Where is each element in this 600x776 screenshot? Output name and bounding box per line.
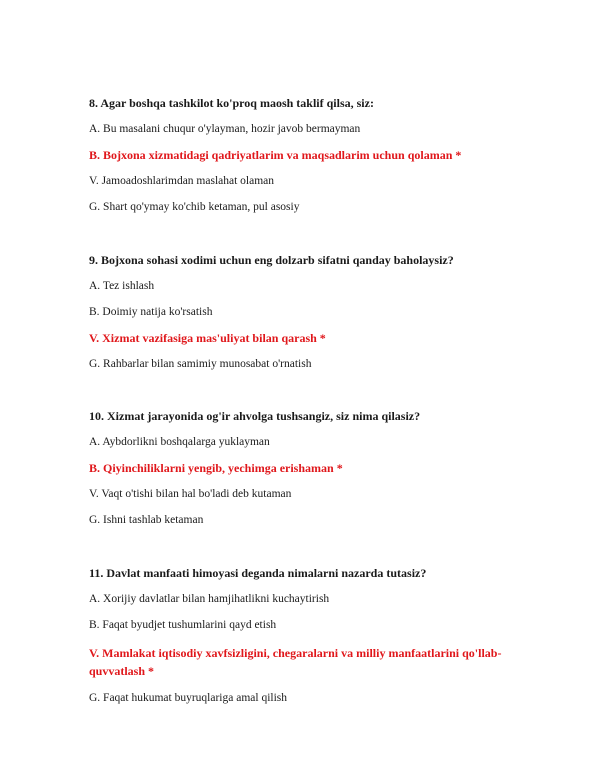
answer-option-g: G. Rahbarlar bilan samimiy munosabat o'rnatish — [89, 358, 312, 370]
answer-option-g: G. Faqat hukumat buyruqlariga amal qilish — [89, 692, 288, 704]
answer-option-v-correct: V. Xizmat vazifasiga mas'uliyat bilan qarash * — [89, 331, 326, 345]
answer-option-v-correct: V. Mamlakat iqtisodiy xavfsizligini, chegaralarni va milliy manfaatlarini qo'llab-quvvatlash * — [89, 646, 502, 678]
question-title: 11. Davlat manfaati himoyasi deganda nimalarni nazarda tutasiz? — [89, 566, 427, 580]
answer-option-v: V. Vaqt o'tishi bilan hal bo'ladi deb kutaman — [89, 488, 292, 500]
question-9 — [89, 253, 519, 372]
answer-option-a: A. Bu masalani chuqur o'ylayman, hozir javob bermayman — [89, 123, 361, 135]
question-title: 9. Bojxona sohasi xodimi uchun eng dolzarb sifatni qanday baholaysiz? — [89, 253, 454, 267]
question-10 — [89, 409, 519, 528]
answer-option-b: B. Faqat byudjet tushumlarini qayd etish — [89, 619, 277, 631]
answer-option-a: A. Tez ishlash — [89, 280, 155, 292]
answer-option-b: B. Doimiy natija ko'rsatish — [89, 306, 213, 318]
question-11 — [89, 566, 519, 706]
question-title: 10. Xizmat jarayonida og'ir ahvolga tushsangiz, siz nima qilasiz? — [89, 409, 421, 423]
answer-option-b-correct: B. Qiyinchiliklarni yengib, yechimga erishaman * — [89, 461, 343, 475]
question-title: 8. Agar boshqa tashkilot ko'proq maosh taklif qilsa, siz: — [89, 96, 374, 110]
answer-option-a: A. Aybdorlikni boshqalarga yuklayman — [89, 436, 270, 448]
answer-option-g: G. Shart qo'ymay ko'chib ketaman, pul asosiy — [89, 201, 300, 213]
answer-option-a: A. Xorijiy davlatlar bilan hamjihatlikni kuchaytirish — [89, 593, 330, 605]
answer-option-b-correct: B. Bojxona xizmatidagi qadriyatlarim va maqsadlarim uchun qolaman * — [89, 148, 462, 162]
answer-option-v: V. Jamoadoshlarimdan maslahat olaman — [89, 175, 275, 187]
answer-option-g: G. Ishni tashlab ketaman — [89, 514, 204, 526]
question-8 — [89, 96, 519, 215]
